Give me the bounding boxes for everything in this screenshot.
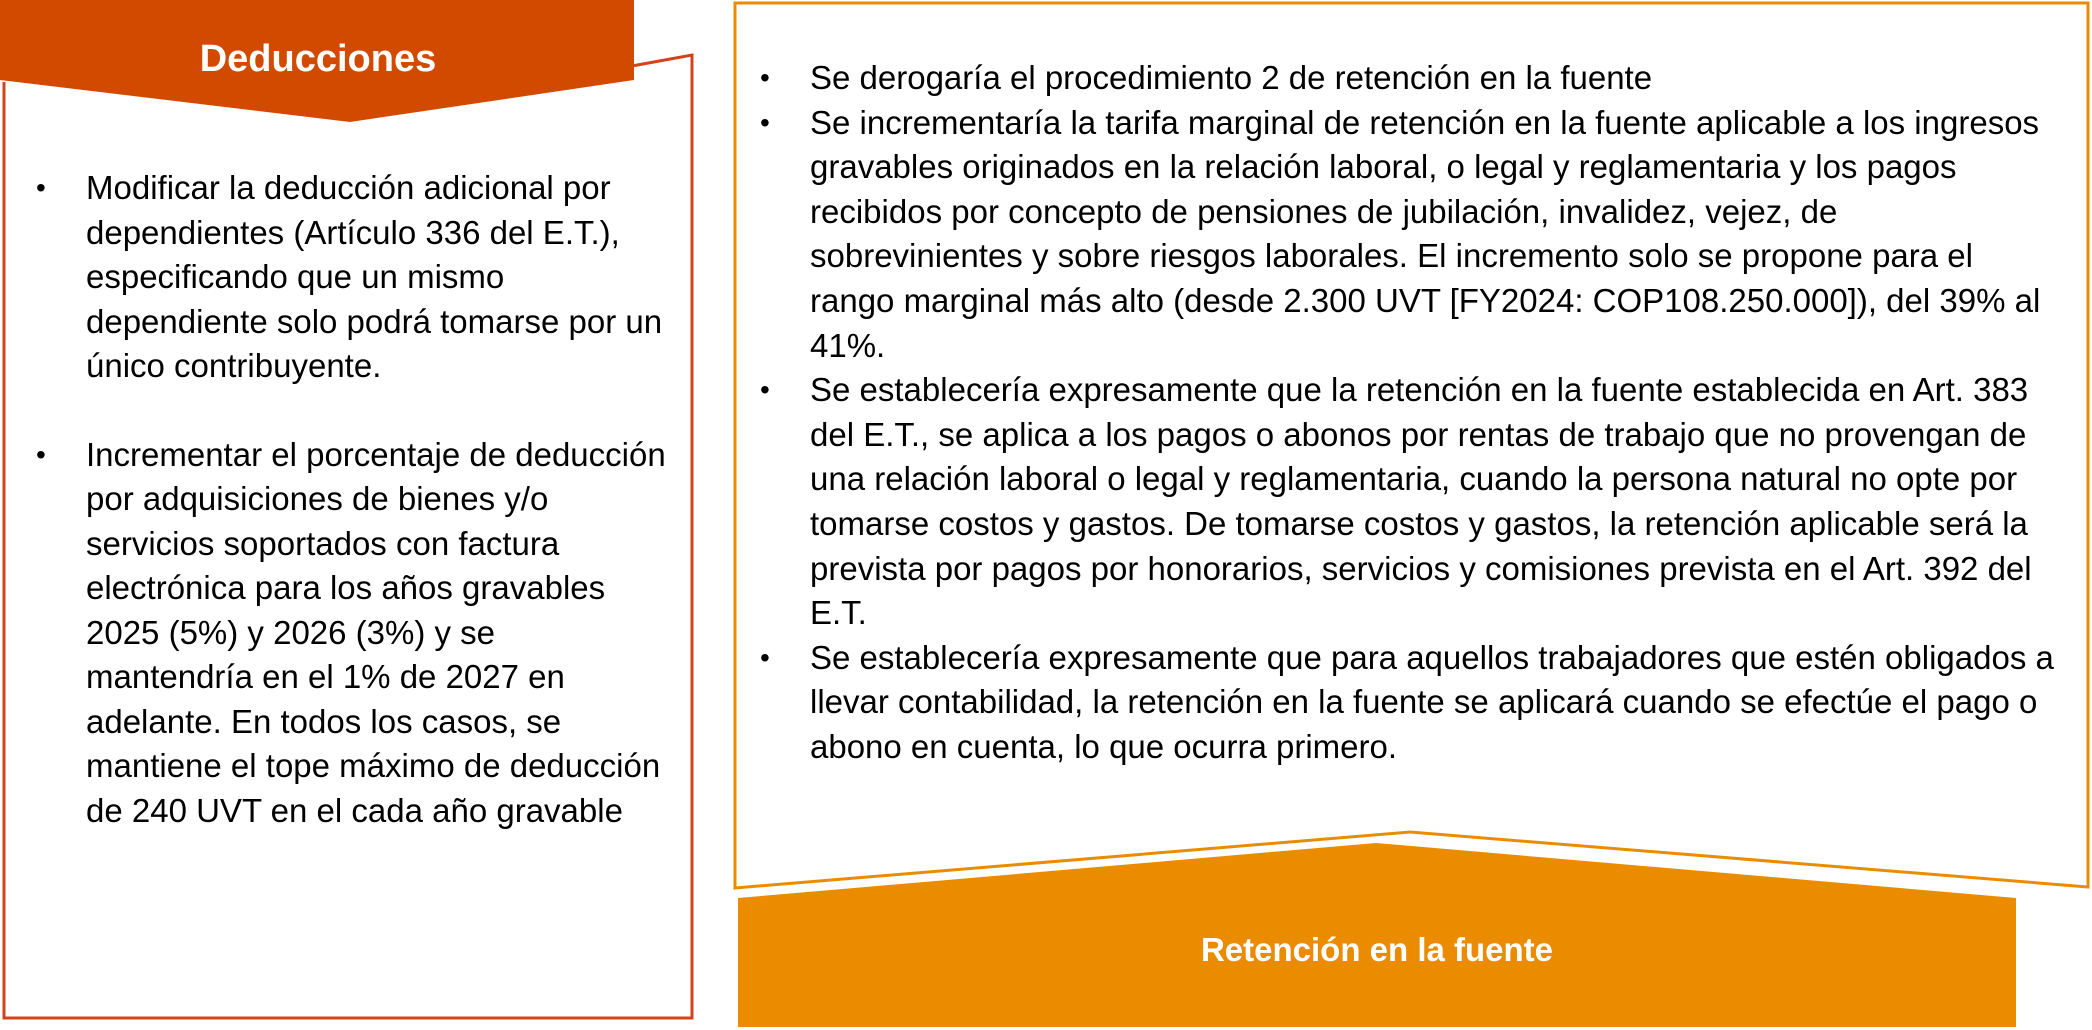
retencion-list — [810, 56, 2055, 770]
list-item: • Se establecería expresamente que la retención en la fuente establecida en Art. 383 del E.T., se aplica a los pagos o abonos por rentas de trabajo que no provengan de una relación laboral o legal y reglamentaria, cuando la persona natural no opte por tomarse costos y gastos. De tomarse costos y gastos, la retención aplicable será la prevista por pagos por honorarios, servicios y comisiones prevista en el Art. 392 del E.T. — [810, 368, 2055, 636]
list-item: • Modificar la deducción adicional por dependientes (Artículo 336 del E.T.), especificando que un mismo dependiente solo podrá tomarse por un único contribuyente. — [86, 166, 666, 389]
deducciones-title: Deducciones — [199, 38, 437, 80]
list-item: • Incrementar el porcentaje de deducción por adquisiciones de bienes y/o servicios soportados con factura electrónica para los años gravables 2025 (5%) y 2026 (3%) y se mantendría en el 1% de 2027 en adelante. En todos los casos, se mantiene el tope máximo de deducción de 240 UVT en el cada año gravable — [86, 433, 666, 834]
retencion-title: Retención en la fuente — [1200, 931, 1554, 968]
list-item: • Se establecería expresamente que para aquellos trabajadores que estén obligados a llevar contabilidad, la retención en la fuente se aplicará cuando se efectúe el pago o abono en cuenta, lo que ocurra primero. — [810, 636, 2055, 770]
list-item: • Se derogaría el procedimiento 2 de retención en la fuente — [810, 56, 2055, 101]
list-item: • Se incrementaría la tarifa marginal de retención en la fuente aplicable a los ingresos gravables originados en la relación laboral, o legal y reglamentaria y los pagos recibidos por concepto de pensiones de jubilación, invalidez, vejez, de sobrevinientes y sobre riesgos laborales. El incremento solo se propone para el rango marginal más alto (desde 2.300 UVT [FY2024: COP108.250.000]), del 39% al 41%. — [810, 101, 2055, 369]
deducciones-list — [86, 166, 666, 833]
